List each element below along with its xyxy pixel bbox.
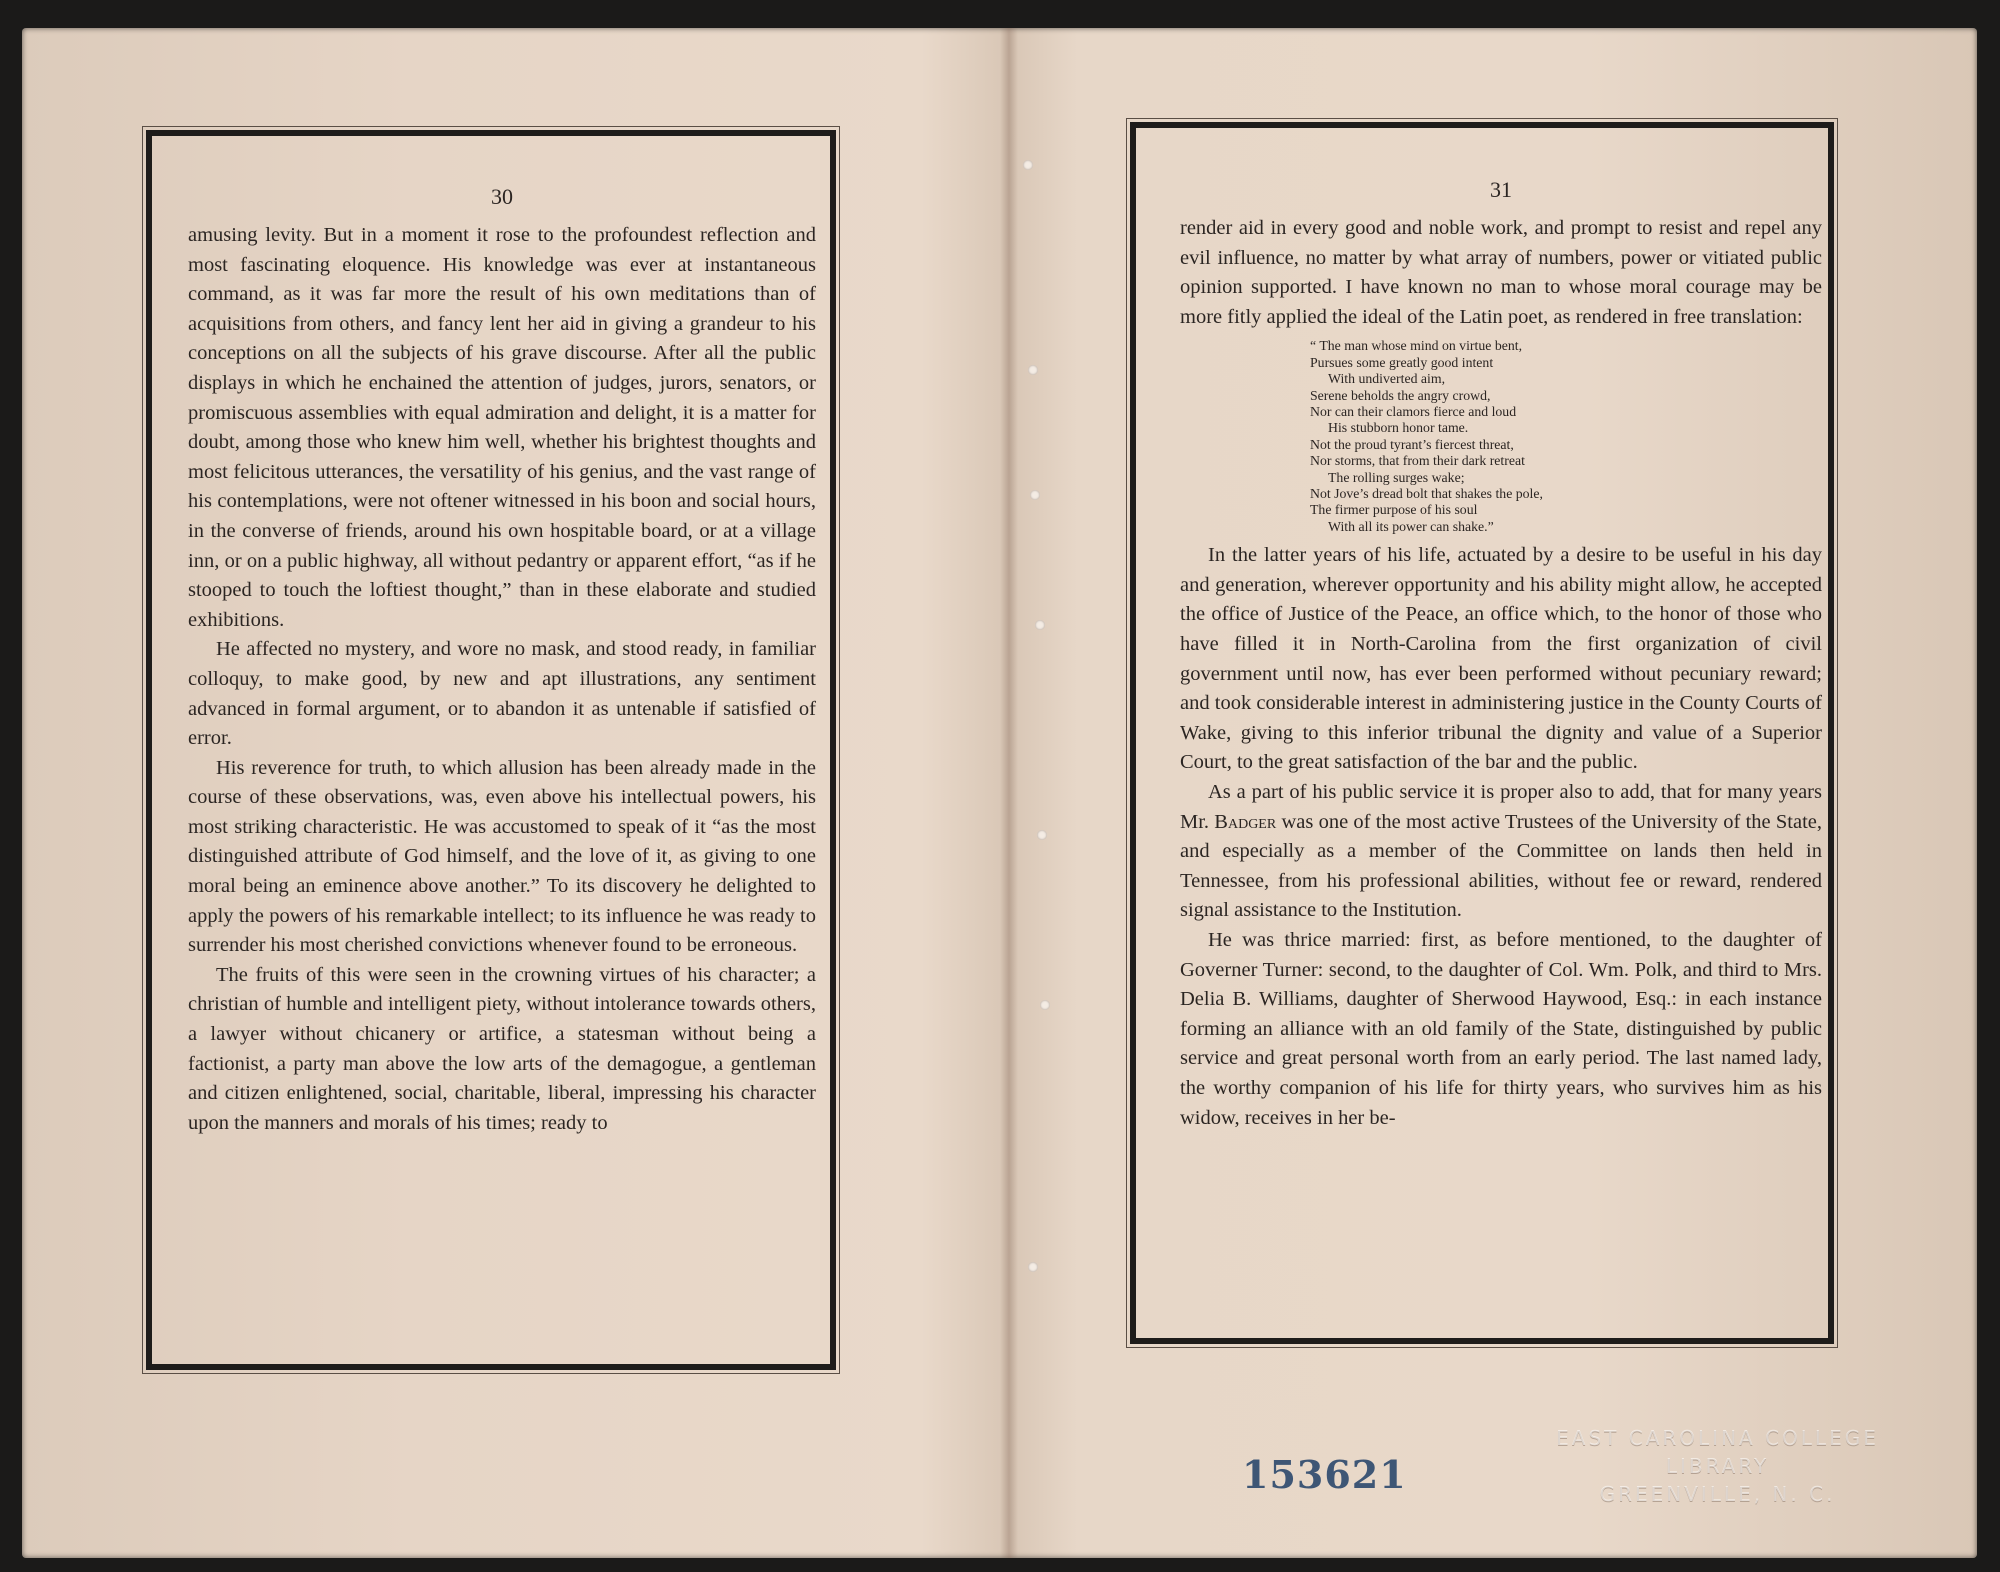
poem-line: His stubborn honor tame.: [1328, 420, 1469, 436]
poem-line: The firmer purpose of his soul: [1310, 502, 1478, 518]
accession-number-stamp: 153621: [1242, 1452, 1407, 1497]
book-gutter: [1000, 28, 1018, 1558]
paragraph: render aid in every good and noble work, and prompt to resist and repel any evil influence, no matter by what array of numbers, power or vitiated public opinion supported. I have known no man to whose moral courage may be more fitly applied the ideal of the Latin poet, as rendered in free translation:: [1180, 217, 1822, 328]
left-page: [188, 177, 816, 1138]
paragraph: amusing levity. But in a moment it rose to the profoundest reflection and most fascinating eloquence. His knowledge was ever at instantaneous command, as it was far more the result of his own meditations than of acquisitions from others, and fancy lent her aid in giving a grandeur to his conceptions on all the subjects of his grave discourse. After all the public displays in which he enchained the attention of judges, jurors, senators, or promiscuous assemblies with equal admiration and delight, it is a matter for doubt, among those who knew him well, whether his brightest thoughts and most felicitous utterances, the versatility of his genius, and the vast range of his contemplations, were not oftener witnessed in his boon and social hours, in the converse of friends, around his own hospitable board, or at a village inn, or on a public highway, all without pedantry or apparent effort, “as if he stooped to touch the loftiest thought,” than in these elaborate and studied exhibitions.: [188, 224, 816, 631]
page-number-left: 30: [491, 184, 513, 209]
poem-line: With undiverted aim,: [1328, 371, 1446, 387]
page-number-right: 31: [1490, 177, 1512, 202]
paragraph: His reverence for truth, to which allusion has been already made in the course of these observations, was, even above his intellectual powers, his most striking characteristic. He was accustomed to speak of it “as the most distinguished attribute of God himself, and the love of it, as giving to one moral being an eminence above another.” To its discovery he delighted to apply the powers of his remarkable intellect; to its influence he was ready to surrender his most cherished convictions whenever found to be erroneous.: [188, 756, 816, 957]
poem-line: Not the proud tyrant’s fiercest threat,: [1310, 436, 1514, 452]
poem-line: Not Jove’s dread bolt that shakes the pole,: [1310, 486, 1543, 502]
poem-quotation: [1310, 338, 1822, 535]
poem-line: “ The man whose mind on virtue bent,: [1310, 338, 1523, 354]
poem-line: The rolling surges wake;: [1328, 469, 1465, 485]
paragraph-trustees: As a part of his public service it is proper also to add, that for many years Mr. Badger was one of the most active Trustees of the University of the State, and especially as a member of the Committee on lands then held in Tennessee, from his professional abilities, without fee or reward, rendered signal assistance to the Institution.: [1180, 781, 1822, 922]
poem-line: Nor can their clamors fierce and loud: [1310, 404, 1517, 419]
paragraph: He was thrice married: first, as before mentioned, to the daughter of Governer Turner: second, to the daughter of Col. Wm. Polk, and third to Mrs. Delia B. Williams, daughter of Sherwood Haywood, Esq.: in each instance forming an alliance with an old family of the State, distinguished by public service and great personal worth from an early period. The last named lady, the worthy companion of his life for thirty years, who survives him as his widow, receives in her be-: [1180, 928, 1822, 1129]
right-page: [1180, 170, 1822, 1133]
library-embossed-stamp: EAST CAROLINA COLLEGE LIBRARY GREENVILLE, N. C.: [1556, 1426, 1879, 1506]
poem-line: Nor storms, that from their dark retreat: [1310, 453, 1525, 469]
poem-line: Pursues some greatly good intent: [1310, 354, 1494, 370]
name-badger: Badger: [1214, 810, 1277, 833]
poem-line: With all its power can shake.”: [1328, 518, 1494, 534]
paragraph: The fruits of this were seen in the crowning virtues of his character; a christian of humble and intelligent piety, without intolerance towards others, a lawyer without chicanery or artifice, a statesman without being a factionist, a party man above the low arts of the demagogue, a gentleman and citizen enlightened, social, charitable, liberal, impressing his character upon the manners and morals of his times; ready to: [188, 963, 816, 1134]
paragraph: In the latter years of his life, actuated by a desire to be useful in his day and generation, wherever opportunity and his ability might allow, he accepted the office of Justice of the Peace, an office which, to the honor of those who have filled it in North-Carolina from the first organization of civil government until now, has ever been performed without pecuniary reward; and took considerable interest in administering justice in the County Courts of Wake, giving to this inferior tribunal the dignity and value of a Superior Court, to the great satisfaction of the bar and the public.: [1180, 544, 1822, 774]
poem-line: Serene beholds the angry crowd,: [1310, 387, 1491, 403]
paragraph: He affected no mystery, and wore no mask, and stood ready, in familiar colloquy, to make good, by new and apt illustrations, any sentiment advanced in formal argument, or to abandon it as untenable if satisfied of error.: [188, 638, 816, 750]
